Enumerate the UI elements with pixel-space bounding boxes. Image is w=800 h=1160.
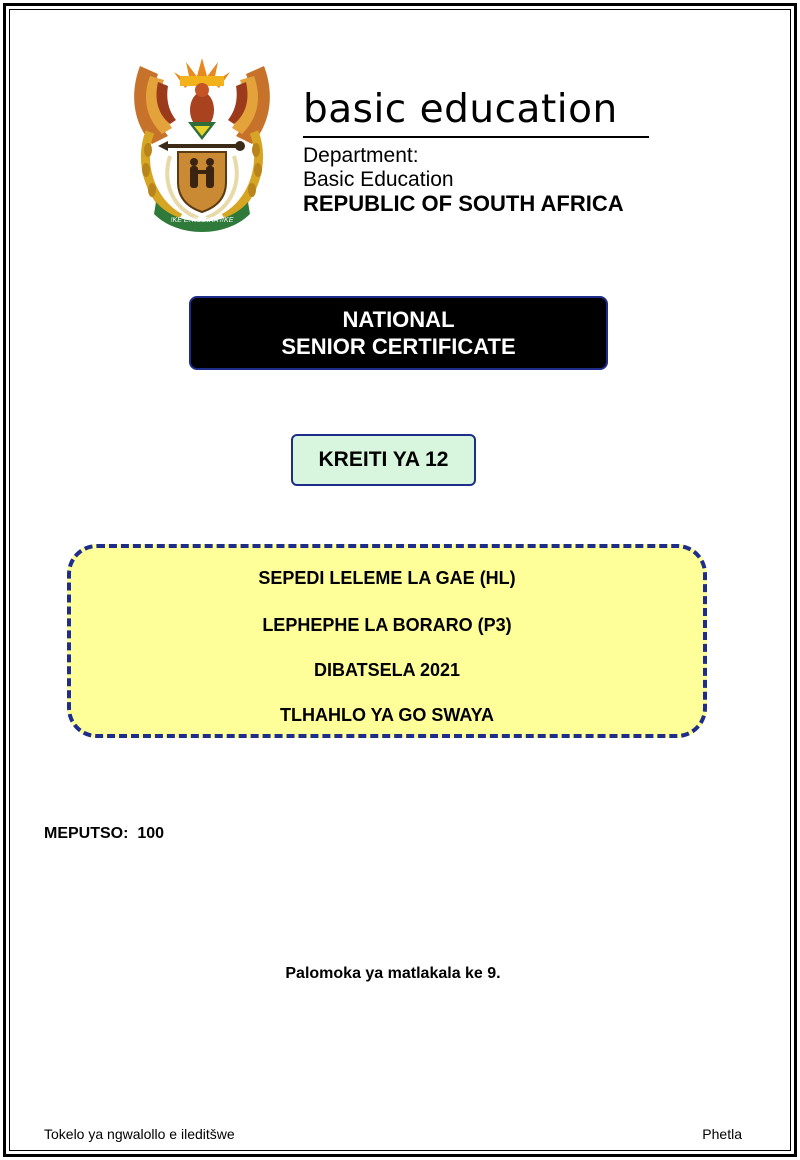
page-count: Palomoka ya matlakala ke 9. [285,965,501,982]
crest-motto: !KE E: /XARRA //KE [170,217,234,224]
copyright-notice: Tokelo ya ngwalollo e ileditšwe [44,1126,235,1142]
paper-number: LEPHEPHE LA BORARO (P3) [262,615,512,635]
department-name: Basic Education [303,168,454,191]
grade-badge: KREITI YA 12 [291,434,476,486]
exam-date: DIBATSELA 2021 [313,660,461,680]
brand-divider [303,136,649,138]
coat-of-arms-icon [128,52,276,232]
document-type: TLHAHLO YA GO SWAYA [279,705,495,725]
certificate-banner [189,296,608,370]
certificate-line-1: NATIONAL [342,307,455,332]
country-name: REPUBLIC OF SOUTH AFRICA [303,191,624,216]
total-marks: MEPUTSO: 100 [44,825,165,842]
department-label: Department: [303,144,419,167]
turn-over-label: Phetla [702,1126,742,1142]
brand-title: basic education [303,87,618,132]
certificate-line-2: SENIOR CERTIFICATE [281,334,516,359]
subject-panel [67,544,707,738]
department-brand [303,86,653,216]
subject-title: SEPEDI LELEME LA GAE (HL) [258,568,516,588]
